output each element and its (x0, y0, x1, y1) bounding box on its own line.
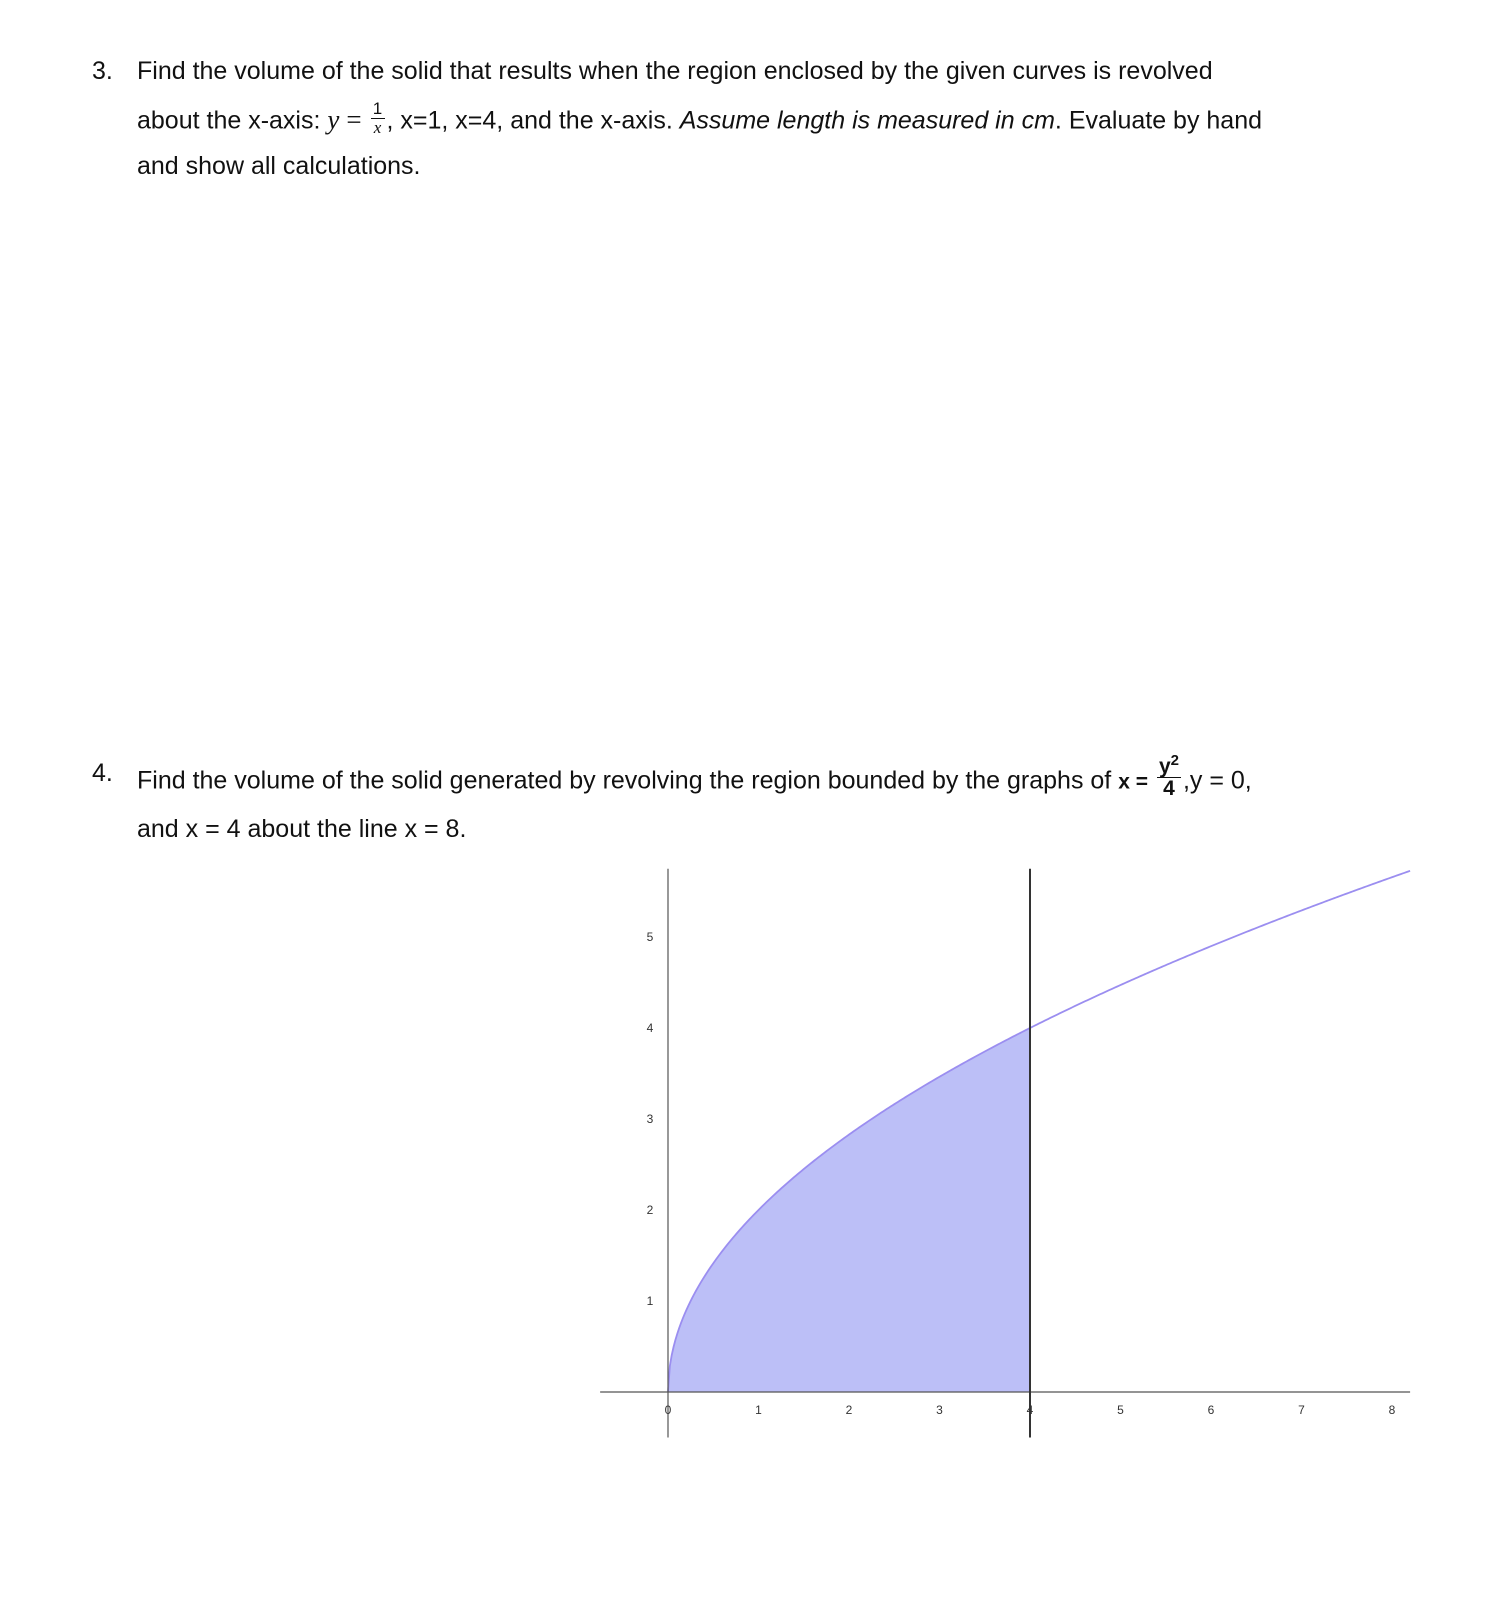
q4-line-2: and x = 4 about the line x = 8. (137, 815, 467, 843)
shaded-region (668, 1028, 1030, 1392)
q3-eq-lhs: y (327, 104, 340, 135)
q4-line-1-text: Find the volume of the solid generated by revolving the region bounded by the graphs of (137, 766, 1112, 795)
q4-line-1-suffix: ,y = 0, (1182, 766, 1252, 795)
y-tick-label: 3 (646, 1112, 654, 1126)
plot-area (600, 869, 1410, 1438)
x-tick-label: 8 (1388, 1403, 1396, 1417)
q4-fraction-numerator: $y^2$ (1158, 752, 1179, 778)
q3-eq-sign: = (346, 104, 362, 135)
q3-line-2-mid: , x=1, x=4, and the x-axis. (386, 106, 673, 135)
x-tick-label: 2 (845, 1403, 853, 1417)
q3-line-2-suffix: . Evaluate by hand (1054, 106, 1263, 135)
q3-fraction-numerator: 1 (371, 100, 385, 119)
x-tick-label: 3 (936, 1403, 943, 1417)
x-tick-label: 1 (755, 1403, 762, 1417)
y-tick-label: 5 (646, 930, 654, 944)
y-tick-label: 2 (646, 1203, 654, 1217)
q3-fraction-denominator: x (373, 118, 382, 137)
x-tick-label: 5 (1117, 1403, 1124, 1417)
q3-line-2-prefix: about the x-axis: (137, 106, 321, 135)
q4-eq-lhs: x = (1118, 770, 1148, 794)
q4-number: 4. (92, 759, 113, 787)
q3-line-2-italic: Assume length is measured in cm (679, 106, 1055, 135)
y-tick-label: 1 (646, 1294, 654, 1308)
x-tick-label: 0 (664, 1403, 672, 1417)
q3-number: 3. (92, 57, 113, 85)
q4-fraction-denominator: 4 (1163, 777, 1175, 800)
x-tick-label: 4 (1026, 1403, 1034, 1417)
q3-line-3: and show all calculations. (137, 152, 421, 180)
y-tick-label: 4 (646, 1021, 654, 1035)
x-tick-label: 6 (1207, 1403, 1215, 1417)
q3-line-1: Find the volume of the solid that results when the region enclosed by the given curves is revolved (137, 57, 1213, 85)
x-tick-label: 7 (1298, 1403, 1305, 1417)
